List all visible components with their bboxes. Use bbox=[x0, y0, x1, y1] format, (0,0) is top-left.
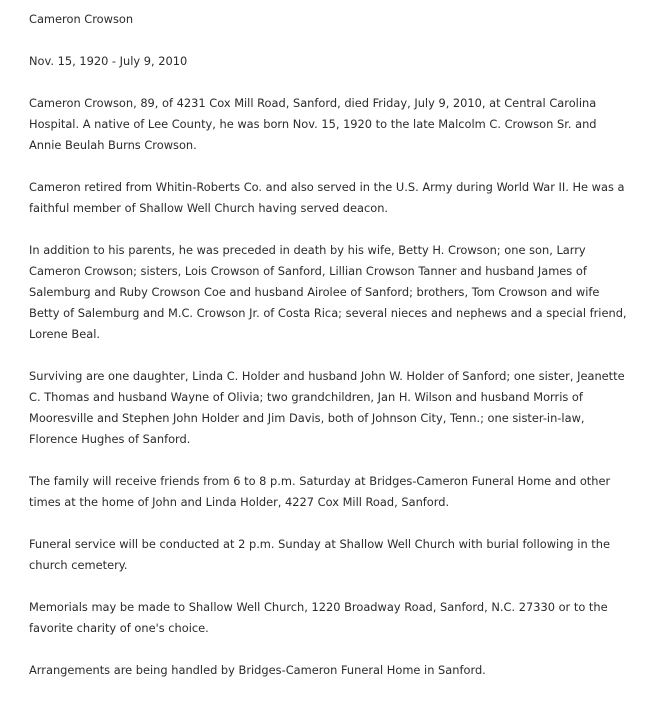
life-dates: Nov. 15, 1920 - July 9, 2010 bbox=[29, 54, 188, 68]
paragraph-arrangements: Arrangements are being handled by Bridges-Cameron Funeral Home in Sanford. bbox=[29, 663, 486, 677]
paragraph-funeral-service: Funeral service will be conducted at 2 p.m. Sunday at Shallow Well Church with burial following in the church cemetery. bbox=[29, 537, 610, 572]
paragraph-preceded-in-death: In addition to his parents, he was preceded in death by his wife, Betty H. Crowson; one son, Larry Cameron Crowson; sisters, Lois Crowson of Sanford, Lillian Crowson Tanner and husband James of Salemburg and Ruby Crowson Coe and husband Airolee of Sanford; brothers, Tom Crowson and wife Betty of Salemburg and M.C. Crowson Jr. of Costa Rica; several nieces and nephews and a special friend, Lorene Beal. bbox=[29, 243, 627, 341]
deceased-name: Cameron Crowson bbox=[29, 12, 134, 26]
paragraph-career: Cameron retired from Whitin-Roberts Co. and also served in the U.S. Army during World War II. He was a faithful member of Shallow Well Church having served deacon. bbox=[29, 180, 625, 215]
obituary-document bbox=[29, 9, 629, 702]
paragraph-memorials: Memorials may be made to Shallow Well Church, 1220 Broadway Road, Sanford, N.C. 27330 or to the favorite charity of one's choice. bbox=[29, 600, 608, 635]
paragraph-visitation: The family will receive friends from 6 to 8 p.m. Saturday at Bridges-Cameron Funeral Home and other times at the home of John and Linda Holder, 4227 Cox Mill Road, Sanford. bbox=[29, 474, 611, 509]
paragraph-death-notice: Cameron Crowson, 89, of 4231 Cox Mill Road, Sanford, died Friday, July 9, 2010, at Central Carolina Hospital. A native of Lee County, he was born Nov. 15, 1920 to the late Malcolm C. Crowson Sr. and Annie Beulah Burns Crowson. bbox=[29, 96, 597, 152]
paragraph-survivors: Surviving are one daughter, Linda C. Holder and husband John W. Holder of Sanford; one sister, Jeanette C. Thomas and husband Wayne of Olivia; two grandchildren, Jan H. Wilson and husband Morris of Mooresville and Stephen John Holder and Jim Davis, both of Johnson City, Tenn.; one sister-in-law, Florence Hughes of Sanford. bbox=[29, 369, 625, 446]
